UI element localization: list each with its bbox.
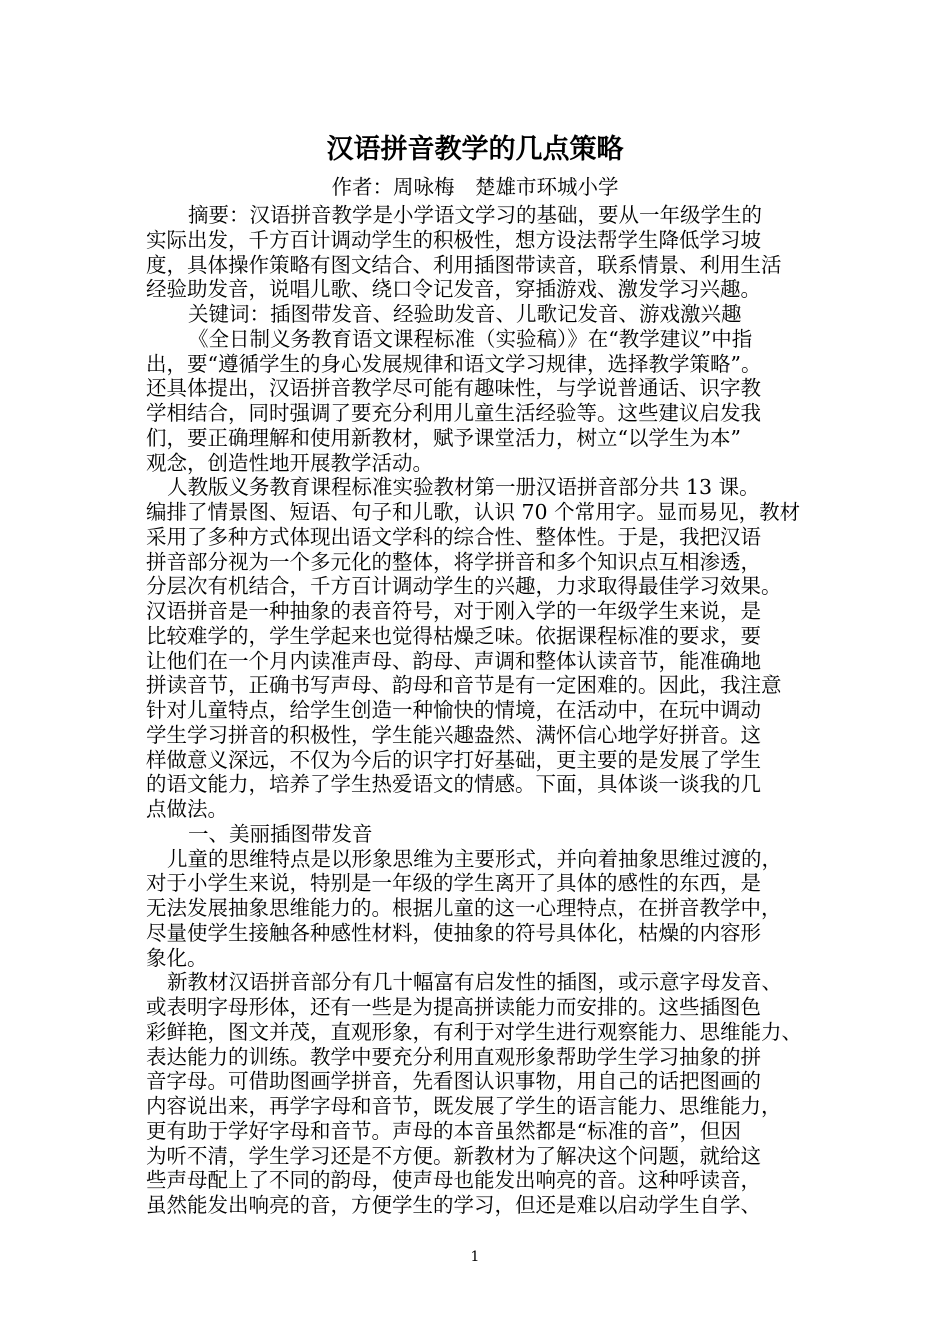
text-line: 经验助发音，说唱儿歌、绕口令记发音，穿插游戏、激发学习兴趣。 [146, 277, 761, 302]
text-line: 的语文能力，培养了学生热爱语文的情感。下面，具体谈一谈我的几 [146, 772, 761, 797]
text-line: 拼音部分视为一个多元化的整体，将学拼音和多个知识点互相渗透， [146, 549, 761, 574]
text-line: 针对儿童特点，给学生创造一种愉快的情境，在活动中，在玩中调动 [146, 698, 761, 722]
page-number: 1 [470, 1249, 480, 1265]
text-line: 拼读音节，正确书写声母、韵母和音节是有一定困难的。因此，我注意 [146, 673, 782, 698]
text-line: 表达能力的训练。教学中要充分利用直观形象帮助学生学习抽象的拼 [146, 1044, 761, 1069]
text-line: 人教版义务教育课程标准实验教材第一册汉语拼音部分共 13 课。 [167, 475, 760, 500]
text-line: 尽量使学生接触各种感性材料，使抽象的符号具体化，枯燥的内容形 [146, 920, 761, 945]
text-line: 度，具体操作策略有图文结合、利用插图带读音，联系情景、利用生活 [146, 252, 782, 277]
author-byline: 作者：周咏梅 楚雄市环城小学 [331, 175, 619, 199]
text-line: 内容说出来，再学字母和音节，既发展了学生的语言能力、思维能力， [146, 1094, 782, 1118]
text-line: 新教材汉语拼音部分有几十幅富有启发性的插图，或示意字母发音、 [167, 970, 782, 995]
text-line: 编排了情景图、短语、句子和儿歌，认识 70 个常用字。显而易见，教材 [146, 500, 801, 524]
text-line: 们，要正确理解和使用新教材，赋予课堂活力，树立“以学生为本” [146, 425, 741, 450]
text-line: 还具体提出，汉语拼音教学尽可能有趣味性，与学说普通话、识字教 [146, 376, 761, 401]
text-line: 点做法。 [146, 797, 228, 821]
text-line: 摘要：汉语拼音教学是小学语文学习的基础，要从一年级学生的 [188, 203, 762, 227]
text-line: 采用了多种方式体现出语文学科的综合性、整体性。于是，我把汉语 [146, 524, 761, 549]
text-line: 《全日制义务教育语文课程标准（实验稿）》在“教学建议”中指 [188, 326, 753, 351]
text-line: 更有助于学好字母和音节。声母的本音虽然都是“标准的音”，但因 [146, 1118, 741, 1143]
text-line: 学相结合，同时强调了要充分利用儿童生活经验等。这些建议启发我 [146, 401, 761, 425]
text-line: 比较难学的，学生学起来也觉得枯燥乏味。依据课程标准的要求，要 [146, 623, 761, 648]
text-line: 儿童的思维特点是以形象思维为主要形式，并向着抽象思维过渡的， [167, 846, 782, 871]
text-line: 彩鲜艳，图文并茂，直观形象，有利于对学生进行观察能力、思维能力、 [146, 1019, 802, 1044]
text-line: 象化。 [146, 945, 208, 970]
text-line: 分层次有机结合，千方百计调动学生的兴趣，力求取得最佳学习效果。 [146, 574, 782, 599]
text-line: 或表明字母形体，还有一些是为提高拼读能力而安排的。这些插图色 [146, 995, 761, 1019]
text-line: 对于小学生来说，特别是一年级的学生离开了具体的感性的东西，是 [146, 871, 761, 896]
text-line: 样做意义深远，不仅为今后的识字打好基础，更主要的是发展了学生 [146, 747, 761, 772]
text-line: 出，要“遵循学生的身心发展规律和语文学习规律，选择教学策略”。 [146, 351, 762, 376]
page-title: 汉语拼音教学的几点策略 [326, 134, 624, 165]
text-line: 实际出发，千方百计调动学生的积极性，想方设法帮学生降低学习坡 [146, 227, 761, 252]
text-line: 一、美丽插图带发音 [188, 821, 373, 846]
text-line: 无法发展抽象思维能力的。根据儿童的这一心理特点，在拼音教学中， [146, 896, 782, 920]
text-line: 些声母配上了不同的韵母，使声母也能发出响亮的音。这种呼读音， [146, 1168, 761, 1193]
text-line: 虽然能发出响亮的音，方便学生的学习，但还是难以启动学生自学、 [146, 1193, 761, 1217]
text-line: 让他们在一个月内读准声母、韵母、声调和整体认读音节，能准确地 [146, 648, 761, 673]
text-line: 关键词：插图带发音、经验助发音、儿歌记发音、游戏激兴趣 [188, 302, 742, 326]
text-line: 观念，创造性地开展教学活动。 [146, 450, 433, 475]
text-line: 汉语拼音是一种抽象的表音符号，对于刚入学的一年级学生来说，是 [146, 599, 761, 623]
text-line: 音字母。可借助图画学拼音，先看图认识事物，用自己的话把图画的 [146, 1069, 761, 1094]
text-line: 为听不清，学生学习还是不方便。新教材为了解决这个问题，就给这 [146, 1143, 761, 1168]
text-line: 学生学习拼音的积极性，学生能兴趣盎然、满怀信心地学好拼音。这 [146, 722, 761, 747]
